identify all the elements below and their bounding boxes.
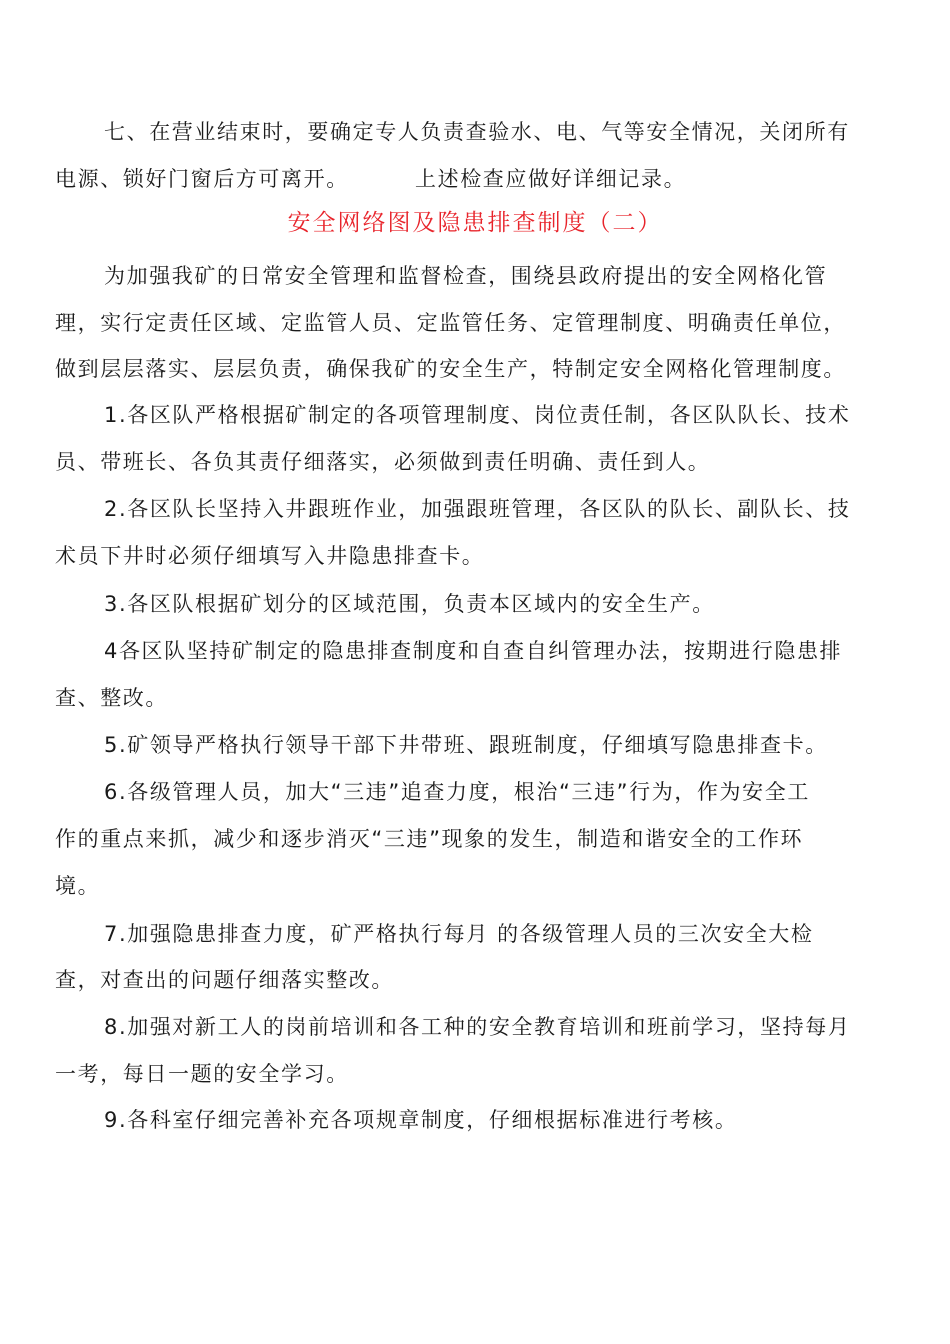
item-4-line-1: 4各区队坚持矿制定的隐患排查制度和自查自纠管理办法，按期进行隐患排 [104,639,843,663]
item-6-line-1: 6.各级管理人员，加大“三违”追查力度，根治“三违”行为，作为安全工 [104,780,810,804]
item-2-line-2: 术员下井时必须仔细填写入井隐患排查卡。 [55,544,485,568]
item-7-line-2: 查，对查出的问题仔细落实整改。 [55,968,394,992]
item-8-line-1: 8.加强对新工人的岗前培训和各工种的安全教育培训和班前学习，坚持每月 [104,1015,851,1039]
item-6-line-3: 境。 [55,874,101,898]
item-1-line-1: 1.各区队严格根据矿制定的各项管理制度、岗位责任制，各区队队长、技术 [104,403,851,427]
intro-line-1: 七、在营业结束时，要确定专人负责查验水、电、气等安全情况，关闭所有 [104,120,850,144]
item-4-line-2: 查、整改。 [55,686,168,710]
item-5-line-1: 5.矿领导严格执行领导干部下井带班、跟班制度，仔细填写隐患排查卡。 [104,733,828,757]
item-2-line-1: 2.各区队长坚持入井跟班作业，加强跟班管理，各区队的队长、副队长、技 [104,497,851,521]
item-6-line-2: 作的重点来抓，减少和逐步消灭“三违”现象的发生，制造和谐安全的工作环 [55,827,804,851]
preamble-line-1: 为加强我矿的日常安全管理和监督检查，围绕县政府提出的安全网格化管 [104,264,828,288]
item-3-line-1: 3.各区队根据矿划分的区域范围，负责本区域内的安全生产。 [104,592,715,616]
item-7-line-1: 7.加强隐患排查力度，矿严格执行每月 的各级管理人员的三次安全大检 [104,922,814,946]
item-9-line-1: 9.各科室仔细完善补充各项规章制度，仔细根据标准进行考核。 [104,1108,738,1132]
preamble-line-2: 理，实行定责任区域、定监管人员、定监管任务、定管理制度、明确责任单位， [55,311,846,335]
section-title: 安全网络图及隐患排查制度（二） [287,210,663,236]
preamble-line-3: 做到层层落实、层层负责，确保我矿的安全生产，特制定安全网格化管理制度。 [55,357,846,381]
item-1-line-2: 员、带班长、各负其责仔细落实，必须做到责任明确、责任到人。 [55,450,711,474]
intro-line-2: 电源、锁好门窗后方可离开。 上述检查应做好详细记录。 [55,167,687,191]
item-8-line-2: 一考，每日一题的安全学习。 [55,1062,349,1086]
